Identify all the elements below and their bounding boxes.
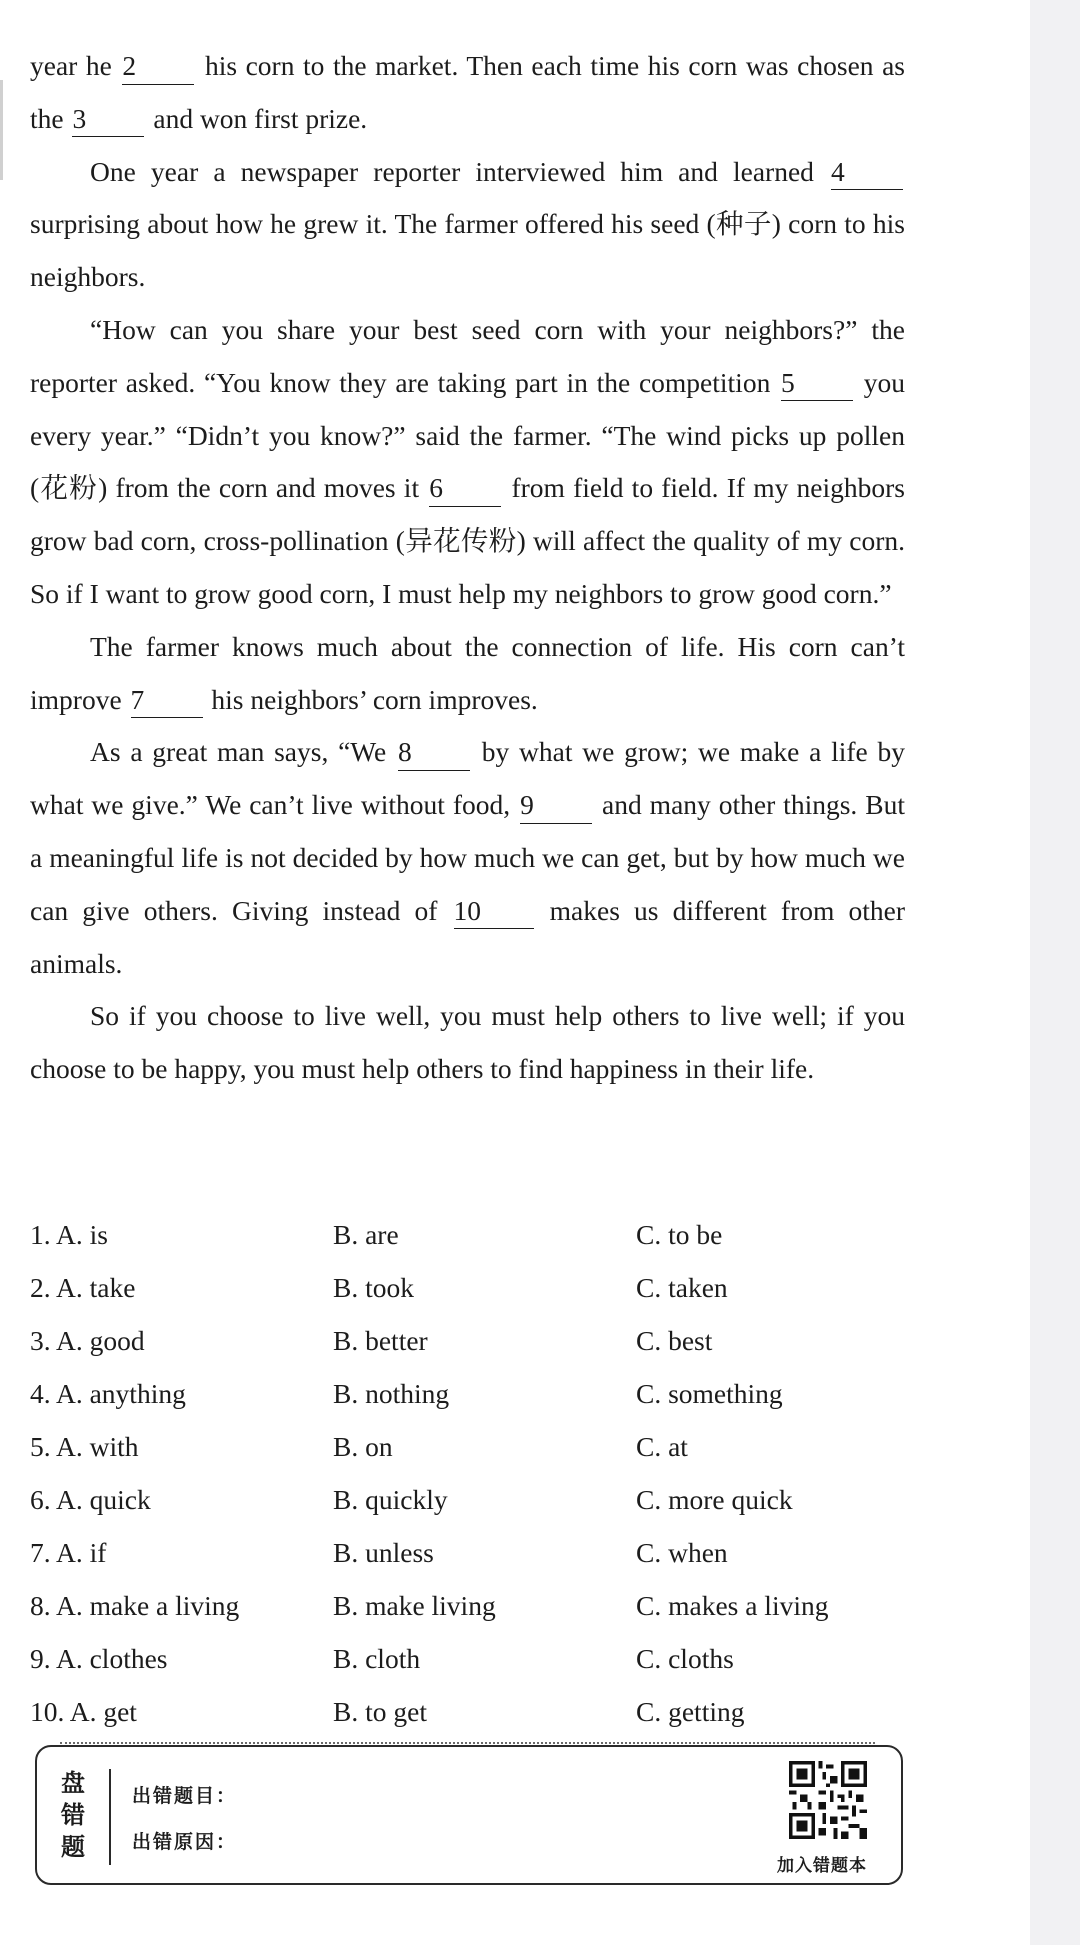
option-row (30, 1314, 930, 1367)
qr-code-icon[interactable] (789, 1761, 867, 1839)
option-b: B. took (333, 1271, 414, 1303)
blank-8: 8 (398, 738, 470, 771)
blank-3: 3 (72, 105, 144, 138)
option-row (30, 1208, 930, 1261)
option-b: B. to get (333, 1695, 427, 1727)
paragraph-5: As a great man says, “We 8 by what we grow; we make a life by what we give.” We can’t live without food, 9 and many other things. But a meaningful life is not decided by how much we can get, but by how much we can give others. Giving instead of 10 makes us different from other animals. (30, 736, 905, 979)
option-a: 6. A. quick (30, 1483, 151, 1515)
paragraph-3: “How can you share your best seed corn with your neighbors?” the reporter asked. “You know they are taking part in the competition 5 you every year.” “Didn’t you know?” said the farmer. “The wind picks up pollen (花粉) from the corn and moves it 6 from field to field. If my neighbors grow bad corn, cross-pollination (异花传粉) will affect the quality of my corn. So if I want to grow good corn, I must help my neighbors to grow good corn.” (30, 313, 905, 609)
paragraph-1: year he 2 his corn to the market. Then each time his corn was chosen as the 3 and won first prize. (30, 40, 905, 146)
mistake-box-title: 盘错题 (61, 1769, 85, 1861)
option-a: 7. A. if (30, 1536, 107, 1568)
blank-7: 7 (131, 686, 203, 719)
option-b: B. better (333, 1324, 428, 1356)
option-c: C. best (636, 1324, 713, 1356)
answer-options (30, 1208, 930, 1738)
blank-2: 2 (122, 52, 194, 85)
blank-10: 10 (454, 897, 534, 930)
option-row (30, 1632, 930, 1685)
option-a: 9. A. clothes (30, 1642, 168, 1674)
option-a: 5. A. with (30, 1430, 139, 1462)
option-row (30, 1261, 930, 1314)
option-a: 1. A. is (30, 1218, 108, 1250)
option-row (30, 1685, 930, 1738)
wrong-reason-label: 出错原因： (132, 1831, 238, 1853)
blank-6: 6 (429, 474, 501, 507)
option-c: C. getting (636, 1695, 745, 1727)
paragraph-6: So if you choose to live well, you must help others to live well; if you choose to be happy, you must help others to find happiness in their life. (30, 1000, 905, 1085)
dotted-divider (60, 1742, 875, 1744)
blank-9: 9 (520, 791, 592, 824)
option-row (30, 1420, 930, 1473)
blank-5: 5 (781, 369, 853, 402)
reading-passage (30, 40, 905, 1096)
option-c: C. cloths (636, 1642, 734, 1674)
option-row (30, 1526, 930, 1579)
option-b: B. make living (333, 1589, 496, 1621)
option-b: B. unless (333, 1536, 434, 1568)
option-a: 3. A. good (30, 1324, 145, 1356)
option-b: B. on (333, 1430, 393, 1462)
wrong-question-label: 出错题目： (132, 1785, 238, 1807)
page-left-edge-mark (0, 80, 3, 180)
option-a: 2. A. take (30, 1271, 136, 1303)
option-c: C. to be (636, 1218, 723, 1250)
option-a: 8. A. make a living (30, 1589, 240, 1621)
option-c: C. when (636, 1536, 728, 1568)
option-row (30, 1579, 930, 1632)
option-a: 4. A. anything (30, 1377, 186, 1409)
option-b: B. nothing (333, 1377, 450, 1409)
blank-4: 4 (831, 158, 903, 191)
option-c: C. taken (636, 1271, 728, 1303)
paragraph-4: The farmer knows much about the connection of life. His corn can’t improve 7 his neighbors’ corn improves. (30, 621, 905, 727)
option-c: C. something (636, 1377, 783, 1409)
option-row (30, 1473, 930, 1526)
option-b: B. quickly (333, 1483, 448, 1515)
add-to-mistake-book-label: 加入错题本 (777, 1856, 867, 1876)
option-a: 10. A. get (30, 1695, 137, 1727)
option-b: B. cloth (333, 1642, 421, 1674)
paragraph-2: One year a newspaper reporter interviewed him and learned 4 surprising about how he grew it. The farmer offered his seed (种子) corn to his neighbors. (30, 155, 905, 293)
option-b: B. are (333, 1218, 399, 1250)
option-c: C. makes a living (636, 1589, 829, 1621)
box-divider (109, 1769, 111, 1865)
mistake-review-box (35, 1745, 903, 1885)
option-row (30, 1367, 930, 1420)
page-edge-strip (1030, 0, 1080, 1945)
option-c: C. at (636, 1430, 688, 1462)
option-c: C. more quick (636, 1483, 793, 1515)
